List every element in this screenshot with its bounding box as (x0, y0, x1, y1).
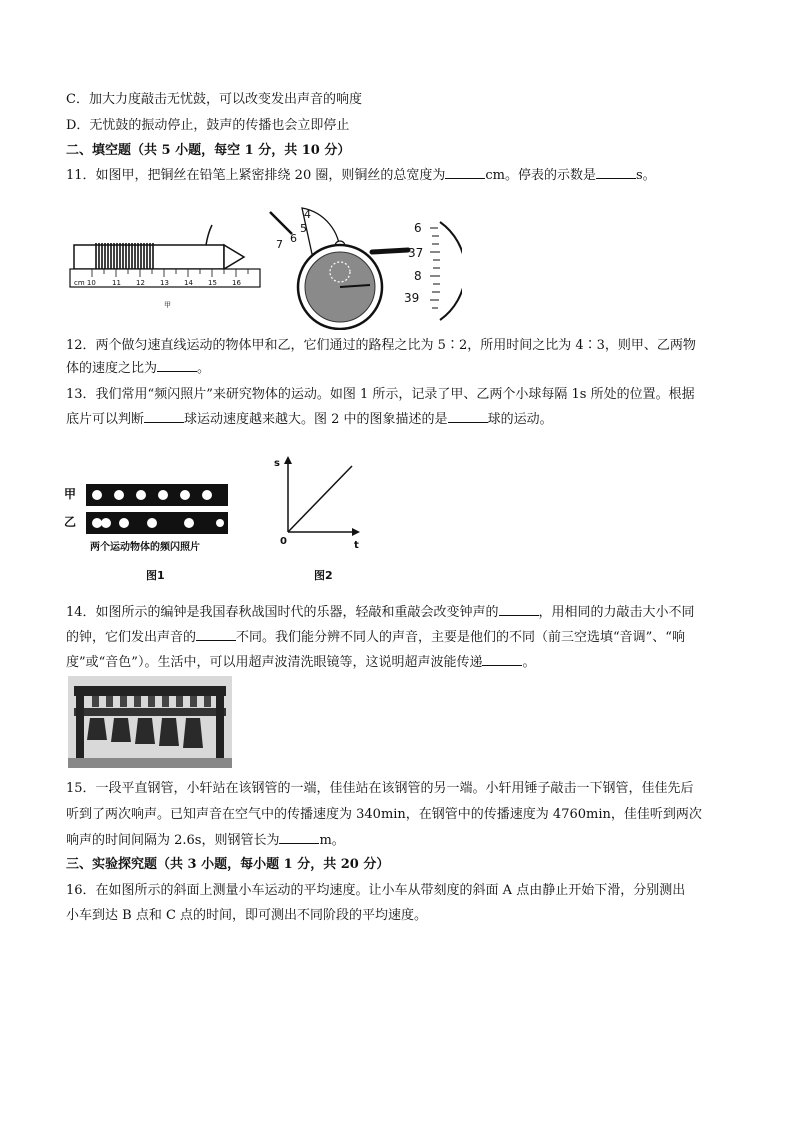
q13-text-a: 底片可以判断 (66, 412, 145, 427)
s-axis-label: s (274, 458, 280, 469)
sec-dial-label-1: 37 (408, 246, 424, 260)
q11-text-a: 11．如图甲，把铜丝在铅笔上紧密排绕 20 圈，则铜丝的总宽度为 (66, 168, 446, 183)
q14-blank-3[interactable] (482, 665, 522, 666)
question-15-line-3 (66, 832, 345, 850)
bell-frame-top-beam (74, 686, 226, 696)
row-label-jia: 甲 (64, 487, 77, 501)
second-pointer (372, 250, 408, 252)
fig1-label: 图1 (146, 569, 165, 582)
figure-13 (62, 442, 382, 590)
option-c: C．加大力度敲击无忧鼓，可以改变发出声音的响度 (66, 92, 362, 107)
question-14-line-2 (66, 629, 685, 647)
pencil-tip (224, 245, 244, 269)
q14-text-b: ，用相同的力敲击大小不同 (538, 605, 695, 620)
ruler-label-0: cm 10 (74, 279, 96, 287)
question-16-line-2: 小车到达 B 点和 C 点的时间，即可测出不同阶段的平均速度。 (66, 908, 428, 923)
question-11 (66, 167, 656, 185)
ruler-label-1: 11 (112, 279, 121, 287)
photo-floor (68, 758, 232, 768)
option-d: D．无忧鼓的振动停止，鼓声的传播也会立即停止 (66, 118, 350, 133)
question-13-line-1: 13．我们常用“频闪照片”来研究物体的运动。如图 1 所示，记录了甲、乙两个小球每隔 1s 所处的位置。根据 (66, 387, 695, 402)
bell-row-upper (92, 696, 211, 707)
bell-frame-right-post (216, 686, 224, 766)
fig2-label: 图2 (314, 569, 333, 582)
ruler-label-5: 15 (208, 279, 217, 287)
q15-text-a: 响声的时间间隔为 2.6s，则钢管长为 (66, 833, 280, 848)
section-3-heading: 三、实验探究题（共 3 小题，每小题 1 分，共 20 分） (66, 857, 390, 872)
q14-text-d: 不同。我们能分辨不同人的声音，主要是他们的不同（前三空选填“音调”、“响 (236, 630, 685, 645)
bell-frame-left-post (76, 686, 84, 766)
q15-text-b: m。 (319, 833, 345, 848)
ruler-label-6: 16 (232, 279, 241, 287)
q14-text-e: 度”或“音色”）。生活中，可以用超声波清洗眼镜等，这说明超声波能传递 (66, 655, 483, 670)
s-t-line (288, 466, 352, 532)
question-12-line-2 (66, 360, 210, 378)
q13-blank-2[interactable] (448, 422, 488, 423)
section-2-heading: 二、填空题（共 5 小题，每空 1 分，共 10 分） (66, 143, 351, 158)
question-14-line-3 (66, 654, 535, 672)
q11-blank-2[interactable] (596, 178, 636, 179)
sec-dial-label-3: 39 (404, 291, 420, 305)
q13-text-c: 球的运动。 (487, 412, 553, 427)
question-15-line-2: 听到了两次响声。已知声音在空气中的传播速度为 340min，在钢管中的传播速度为 4760min，佳佳听到两次 (66, 807, 702, 822)
min-dial-label-3: 7 (276, 238, 283, 251)
q13-text-b: 球运动速度越来越大。图 2 中的图象描述的是 (184, 412, 448, 427)
t-axis-label: t (354, 540, 359, 551)
question-12-line-1: 12．两个做匀速直线运动的物体甲和乙，它们通过的路程之比为 5∶2，所用时间之比为 4∶3，则甲、乙两物 (66, 338, 696, 353)
film-caption: 两个运动物体的频闪照片 (90, 542, 200, 553)
t-axis-arrow (352, 528, 360, 536)
ruler-label-4: 14 (184, 279, 193, 287)
min-dial-label-2: 6 (290, 232, 297, 245)
wire-end (206, 225, 212, 245)
ruler-label-2: 12 (136, 279, 145, 287)
q13-blank-1[interactable] (144, 422, 184, 423)
minute-pointer (270, 212, 292, 234)
q14-blank-2[interactable] (196, 640, 236, 641)
q11-text-c: s。 (635, 168, 656, 183)
min-dial-label-0: 4 (304, 208, 311, 221)
q12-blank[interactable] (157, 371, 197, 372)
q15-blank[interactable] (279, 843, 319, 844)
q12-text-a: 体的速度之比为 (66, 361, 158, 376)
bianzhong-photo (68, 676, 232, 768)
origin-label: 0 (280, 536, 287, 547)
sec-dial-label-2: 8 (414, 269, 422, 283)
q11-blank-1[interactable] (445, 178, 485, 179)
question-16-line-1: 16．在如图所示的斜面上测量小车运动的平均速度。让小车从带刻度的斜面 A 点由静止开始下滑，分别测出 (66, 883, 686, 898)
q14-text-f: 。 (522, 655, 536, 670)
question-13-line-2 (66, 411, 553, 429)
s-axis-arrow (284, 456, 292, 464)
sec-dial-label-0: 6 (414, 221, 422, 235)
figure-caption-jia: 甲 (164, 301, 171, 309)
question-14-line-1 (66, 604, 695, 622)
bell-frame-middle-beam (74, 708, 226, 716)
q11-text-b: cm。停表的示数是 (485, 168, 596, 183)
q14-text-c: 的钟，它们发出声音的 (66, 630, 197, 645)
second-dial-inset (440, 222, 462, 320)
pencil-ruler-figure (66, 205, 266, 315)
ruler-label-3: 13 (160, 279, 169, 287)
q14-blank-1[interactable] (499, 615, 539, 616)
q14-text-a: 14．如图所示的编钟是我国春秋战国时代的乐器，轻敲和重敲会改变钟声的 (66, 605, 499, 620)
row-label-yi: 乙 (64, 515, 77, 529)
min-dial-label-1: 5 (300, 222, 307, 235)
stopwatch-figure (262, 202, 462, 330)
q12-text-b: 。 (197, 361, 211, 376)
question-15-line-1: 15．一段平直钢管，小轩站在该钢管的一端，佳佳站在该钢管的另一端。小轩用锤子敲击一下钢管，佳佳先后 (66, 781, 694, 796)
second-dial-ticks (430, 228, 440, 308)
